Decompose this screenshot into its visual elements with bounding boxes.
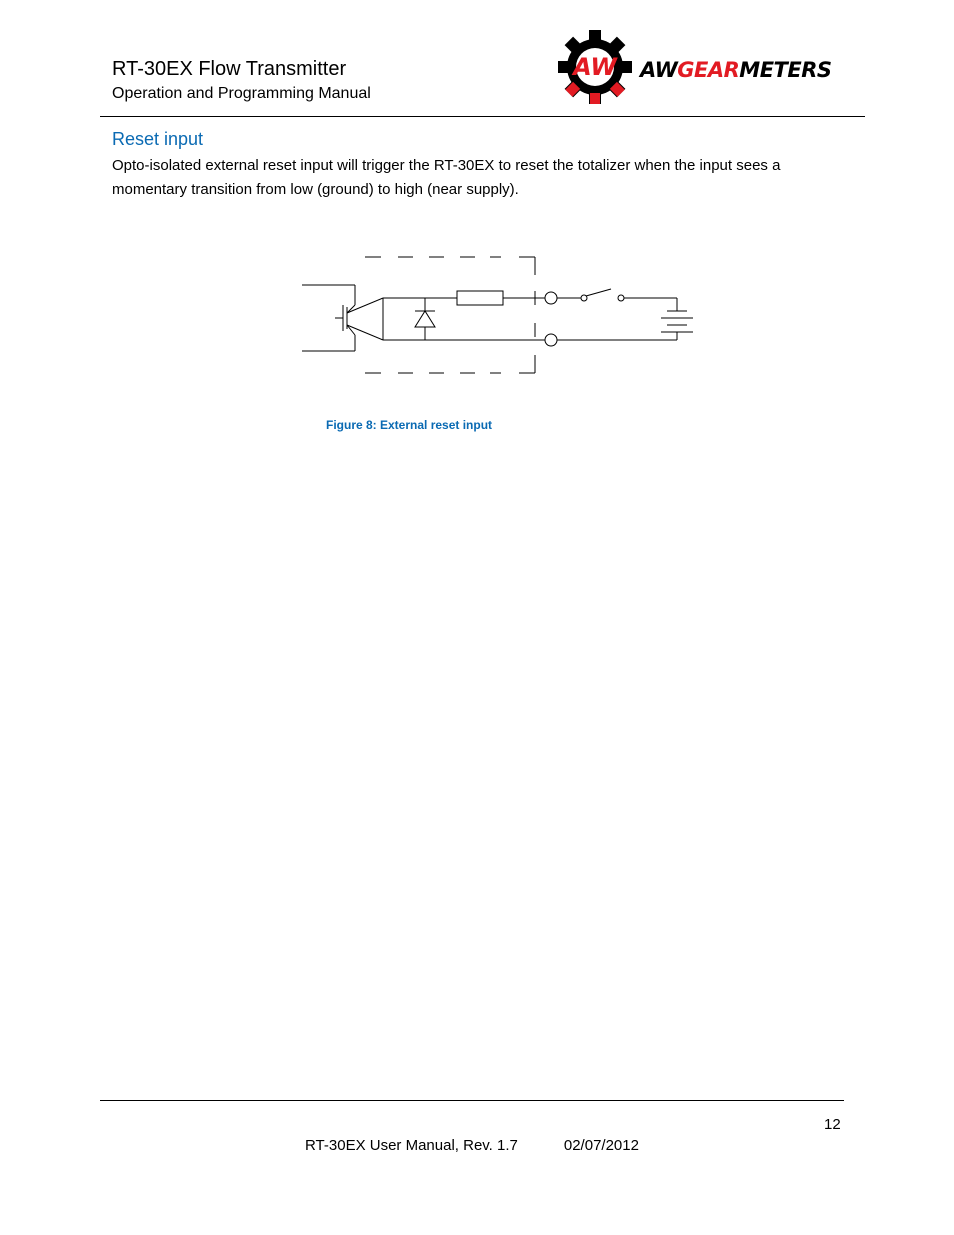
aw-gear-meters-logo bbox=[555, 28, 845, 106]
section-paragraph: Opto-isolated external reset input will trigger the RT-30EX to reset the totalizer when the input sees a momentary transition from low (ground) to high (near supply). bbox=[112, 157, 781, 198]
document-subtitle: Operation and Programming Manual bbox=[112, 85, 371, 102]
page-number: 12 bbox=[824, 1116, 841, 1133]
reset-input-circuit-diagram bbox=[295, 245, 695, 380]
terminal-top bbox=[545, 292, 557, 304]
footer-revision: RT-30EX User Manual, Rev. 1.7 bbox=[305, 1137, 518, 1154]
logo-mark-letters: AW bbox=[573, 53, 617, 81]
section-heading: Reset input bbox=[112, 129, 204, 149]
header-divider bbox=[100, 116, 865, 117]
logo-word-gear: GEAR bbox=[677, 58, 740, 82]
phototransistor-symbol bbox=[302, 285, 383, 351]
figure-caption: Figure 8: External reset input bbox=[326, 418, 493, 432]
terminal-bottom bbox=[545, 334, 557, 346]
logo-wordmark bbox=[640, 58, 832, 82]
footer-date: 02/07/2012 bbox=[563, 1137, 639, 1154]
logo-word-meters: METERS bbox=[739, 58, 832, 82]
battery-symbol bbox=[661, 298, 693, 340]
footer-text bbox=[305, 1137, 639, 1155]
footer-divider bbox=[100, 1100, 844, 1101]
document-title: RT-30EX Flow Transmitter bbox=[112, 58, 347, 80]
diode-symbol bbox=[415, 298, 435, 340]
gear-logo-icon bbox=[555, 28, 635, 106]
logo-word-aw: AW bbox=[640, 58, 678, 82]
switch-symbol bbox=[581, 289, 624, 301]
enclosure-boundary bbox=[365, 257, 535, 373]
resistor-symbol bbox=[457, 291, 503, 305]
